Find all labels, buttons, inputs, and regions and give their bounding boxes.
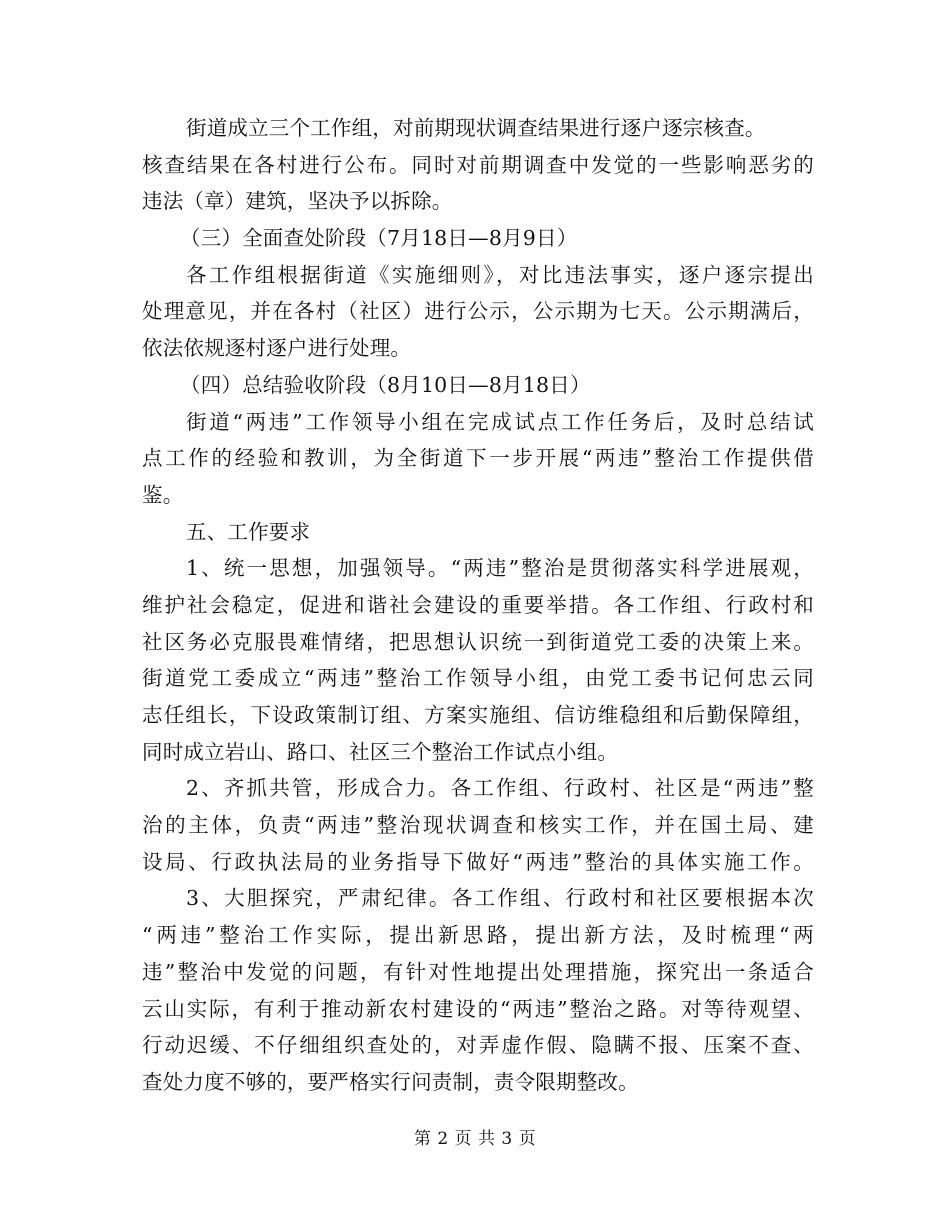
text-line: 查处力度不够的，要严格实行问责制，责令限期整改。 bbox=[142, 1069, 639, 1094]
text-line: 2、齐抓共管，形成合力。各工作组、行政村、社区是“两违”整 bbox=[186, 776, 814, 801]
document-body bbox=[142, 110, 814, 1101]
text-line: 街道“两违”工作领导小组在完成试点工作任务后，及时总结试 bbox=[186, 409, 814, 434]
text-line: 点工作的经验和教训，为全街道下一步开展“两违”整治工作提供借 bbox=[142, 446, 814, 471]
text-line: 行动迟缓、不仔细组织查处的，对弄虚作假、隐瞒不报、压案不查、 bbox=[142, 1033, 814, 1058]
text-line: 志任组长，下设政策制订组、方案实施组、信访维稳组和后勤保障组， bbox=[142, 703, 814, 727]
text-line: 云山实际，有利于推动新农村建设的“两违”整治之路。对等待观望、 bbox=[142, 996, 814, 1021]
text-line: （四）总结验收阶段（8月10日—8月18日） bbox=[180, 372, 591, 397]
text-line: 依法依规逐村逐户进行处理。 bbox=[142, 336, 412, 361]
text-line: 维护社会稳定，促进和谐社会建设的重要举措。各工作组、行政村和 bbox=[142, 592, 814, 617]
text-line: 街道成立三个工作组，对前期现状调查结果进行逐户逐宗核查。 bbox=[186, 116, 766, 140]
text-line: 社区务必克服畏难情绪，把思想认识统一到街道党工委的决策上来。 bbox=[142, 629, 814, 654]
text-line: 1、统一思想，加强领导。“两违”整治是贯彻落实科学进展观， bbox=[186, 556, 814, 581]
text-line: 各工作组根据街道《实施细则》，对比违法事实，逐户逐宗提出 bbox=[186, 262, 814, 287]
text-line: 违”整治中发觉的问题，有针对性地提出处理措施，探究出一条适合 bbox=[142, 959, 814, 984]
text-line: 核查结果在各村进行公布。同时对前期调查中发觉的一些影响恶劣的 bbox=[142, 152, 814, 177]
text-line: 违法（章）建筑，坚决予以拆除。 bbox=[142, 189, 453, 214]
page-number-footer: 第 2 页 共 3 页 bbox=[413, 1129, 537, 1149]
text-line: （三）全面查处阶段（7月18日—8月9日） bbox=[180, 226, 578, 251]
text-line: 街道党工委成立“两违”整治工作领导小组，由党工委书记何忠云同 bbox=[142, 666, 814, 691]
text-line: 处理意见，并在各村（社区）进行公示，公示期为七天。公示期满后， bbox=[142, 299, 814, 324]
text-line: 设局、行政执法局的业务指导下做好“两违”整治的具体实施工作。 bbox=[142, 849, 814, 874]
text-line: 治的主体，负责“两违”整治现状调查和核实工作，并在国土局、建 bbox=[142, 813, 814, 838]
text-line: 3、大胆探究，严肃纪律。各工作组、行政村和社区要根据本次 bbox=[186, 886, 814, 911]
text-line: 同时成立岩山、路口、社区三个整治工作试点小组。 bbox=[142, 739, 619, 764]
text-line: “两违”整治工作实际，提出新思路，提出新方法，及时梳理“两 bbox=[142, 923, 814, 948]
text-line: 五、工作要求 bbox=[186, 519, 311, 544]
text-line: 鉴。 bbox=[142, 482, 184, 507]
